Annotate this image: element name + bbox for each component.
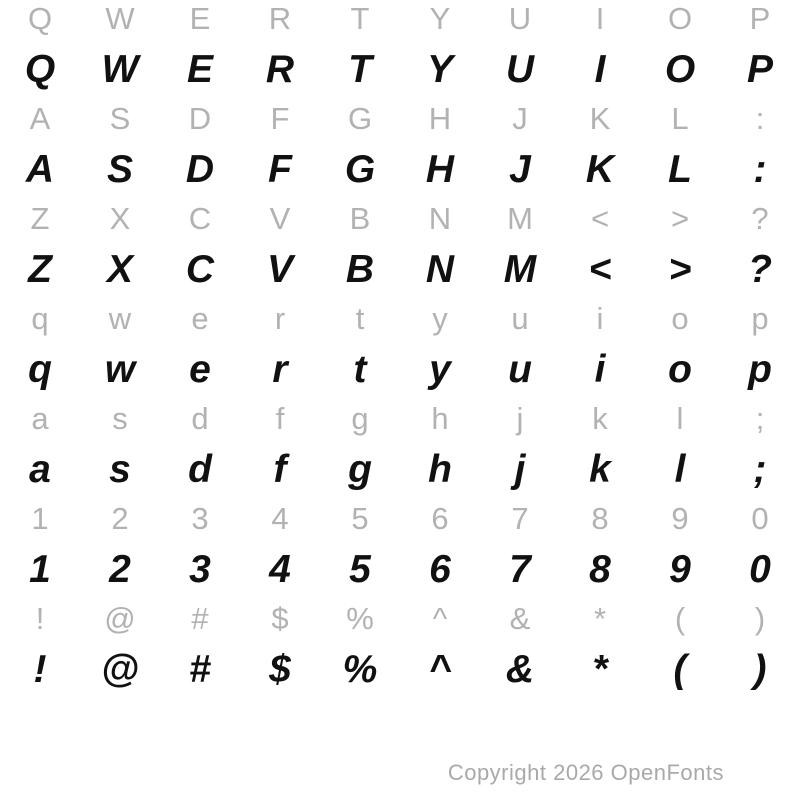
specimen-row-pair [0,500,800,600]
specimen-line-reference [0,100,800,150]
specimen-char: L [671,101,689,136]
specimen-char: 8 [591,501,609,536]
specimen-char: ! [33,648,47,691]
specimen-char: O [667,1,693,36]
specimen-char: J [509,148,531,191]
specimen-char: N [428,201,452,236]
specimen-char: K [589,101,611,136]
specimen-char: k [592,401,608,436]
specimen-char: $ [269,648,291,691]
specimen-char: 0 [749,548,771,591]
specimen-char: r [274,301,286,336]
specimen-char: 5 [351,501,369,536]
specimen-char: T [348,48,372,91]
specimen-char: C [188,201,212,236]
specimen-char: R [265,48,295,91]
specimen-row-pair [0,600,800,700]
specimen-char: G [347,101,373,136]
specimen-char: # [189,648,211,691]
specimen-char: y [432,301,448,336]
specimen-char: V [269,201,291,236]
specimen-char: t [355,301,365,336]
copyright-text: Copyright 2026 OpenFonts [447,760,724,785]
specimen-char: N [425,248,455,291]
specimen-char: o [671,301,689,336]
specimen-char: q [31,301,49,336]
specimen-char: X [106,248,133,291]
specimen-char: H [425,148,455,191]
specimen-char: ) [753,648,767,691]
specimen-char: a [29,448,51,491]
specimen-char: W [101,48,139,91]
specimen-char: M [507,201,533,236]
specimen-char: ; [753,448,767,491]
specimen-char: 6 [431,501,449,536]
specimen-char: U [505,48,535,91]
specimen-char: y [429,348,451,391]
specimen-char: ; [755,401,765,436]
specimen-char: S [109,101,131,136]
specimen-char: H [428,101,452,136]
specimen-char: O [664,48,696,91]
specimen-char: r [272,348,288,391]
specimen-char: h [428,448,452,491]
specimen-char: s [109,448,131,491]
specimen-line-sample [0,650,800,700]
specimen-line-reference [0,0,800,50]
specimen-char: & [509,601,531,636]
specimen-char: 7 [511,501,529,536]
specimen-char: A [25,148,55,191]
specimen-char: B [345,248,375,291]
specimen-row-pair [0,200,800,300]
specimen-char: ? [748,248,772,291]
specimen-char: < [588,248,612,291]
specimen-char: ^ [432,601,448,636]
specimen-char: 2 [111,501,129,536]
specimen-char: p [751,301,769,336]
specimen-char: V [266,248,293,291]
specimen-char: * [593,601,607,636]
specimen-char: 8 [589,548,611,591]
specimen-char: 1 [31,501,49,536]
specimen-row-pair [0,0,800,100]
specimen-char: g [348,448,372,491]
specimen-char: Q [27,1,53,36]
specimen-char: R [268,1,292,36]
specimen-char: 4 [269,548,291,591]
specimen-char: U [508,1,532,36]
specimen-char: Z [28,248,52,291]
specimen-line-sample [0,250,800,300]
specimen-char: I [595,1,605,36]
specimen-char: K [585,148,615,191]
specimen-char: 9 [669,548,691,591]
specimen-char: F [270,101,290,136]
specimen-line-sample [0,350,800,400]
specimen-char: Y [429,1,451,36]
specimen-char: E [189,1,211,36]
specimen-char: 2 [109,548,131,591]
specimen-char: @ [104,601,136,636]
specimen-char: k [589,448,611,491]
specimen-char: ^ [428,648,452,691]
specimen-char: 6 [429,548,451,591]
specimen-char: p [748,348,772,391]
specimen-line-reference [0,600,800,650]
specimen-char: W [105,1,135,36]
specimen-char: g [351,401,369,436]
specimen-row-pair [0,300,800,400]
specimen-char: u [508,348,532,391]
specimen-char: % [346,601,374,636]
specimen-char: h [431,401,449,436]
specimen-char: * [592,648,608,691]
specimen-char: 1 [29,548,51,591]
specimen-line-sample [0,550,800,600]
specimen-char: % [342,648,378,691]
specimen-char: l [674,448,686,491]
specimen-char: Q [24,48,56,91]
specimen-char: e [189,348,211,391]
specimen-char: i [594,348,606,391]
specimen-char: L [668,148,692,191]
specimen-char: ) [754,601,766,636]
specimen-char: 9 [671,501,689,536]
specimen-char: ? [751,201,769,236]
specimen-char: 5 [349,548,371,591]
specimen-char: 0 [751,501,769,536]
specimen-char: i [596,301,604,336]
specimen-char: q [28,348,52,391]
specimen-char: e [191,301,209,336]
specimen-line-reference [0,400,800,450]
specimen-char: f [273,448,287,491]
specimen-char: ! [35,601,45,636]
specimen-char: I [594,48,606,91]
specimen-char: # [191,601,209,636]
specimen-char: w [104,348,136,391]
specimen-char: : [753,148,767,191]
specimen-char: 7 [509,548,531,591]
specimen-char: S [106,148,133,191]
specimen-char: u [511,301,529,336]
specimen-char: : [755,101,765,136]
specimen-row-pair [0,400,800,500]
specimen-char: < [590,201,610,236]
specimen-char: $ [271,601,289,636]
specimen-line-reference [0,500,800,550]
specimen-char: @ [100,648,140,691]
specimen-line-sample [0,450,800,500]
specimen-char: ( [674,601,686,636]
specimen-char: & [505,648,535,691]
specimen-char: F [268,148,292,191]
specimen-row-pair [0,100,800,200]
specimen-char: t [353,348,367,391]
specimen-line-sample [0,50,800,100]
specimen-char: 4 [271,501,289,536]
specimen-char: P [746,48,773,91]
specimen-char: j [514,448,526,491]
specimen-char: s [112,401,128,436]
specimen-char: D [188,101,212,136]
specimen-char: D [185,148,215,191]
specimen-char: > [670,201,690,236]
specimen-char: G [344,148,376,191]
specimen-char: 3 [189,548,211,591]
specimen-char: Z [30,201,50,236]
specimen-char: j [516,401,524,436]
specimen-char: C [185,248,215,291]
specimen-line-reference [0,300,800,350]
specimen-char: a [31,401,49,436]
specimen-char: J [512,101,528,136]
specimen-line-reference [0,200,800,250]
specimen-char: w [108,301,132,336]
specimen-line-sample [0,150,800,200]
specimen-char: > [668,248,692,291]
specimen-char: X [109,201,131,236]
specimen-char: B [349,201,371,236]
specimen-char: d [188,448,212,491]
specimen-char: T [350,1,370,36]
specimen-char: P [749,1,771,36]
specimen-char: Y [426,48,453,91]
specimen-char: 3 [191,501,209,536]
specimen-char: M [503,248,537,291]
specimen-char: f [275,401,285,436]
specimen-char: A [29,101,51,136]
specimen-char: d [191,401,209,436]
specimen-char: l [676,401,684,436]
specimen-char: E [186,48,213,91]
specimen-char: o [668,348,692,391]
specimen-char: ( [673,648,687,691]
